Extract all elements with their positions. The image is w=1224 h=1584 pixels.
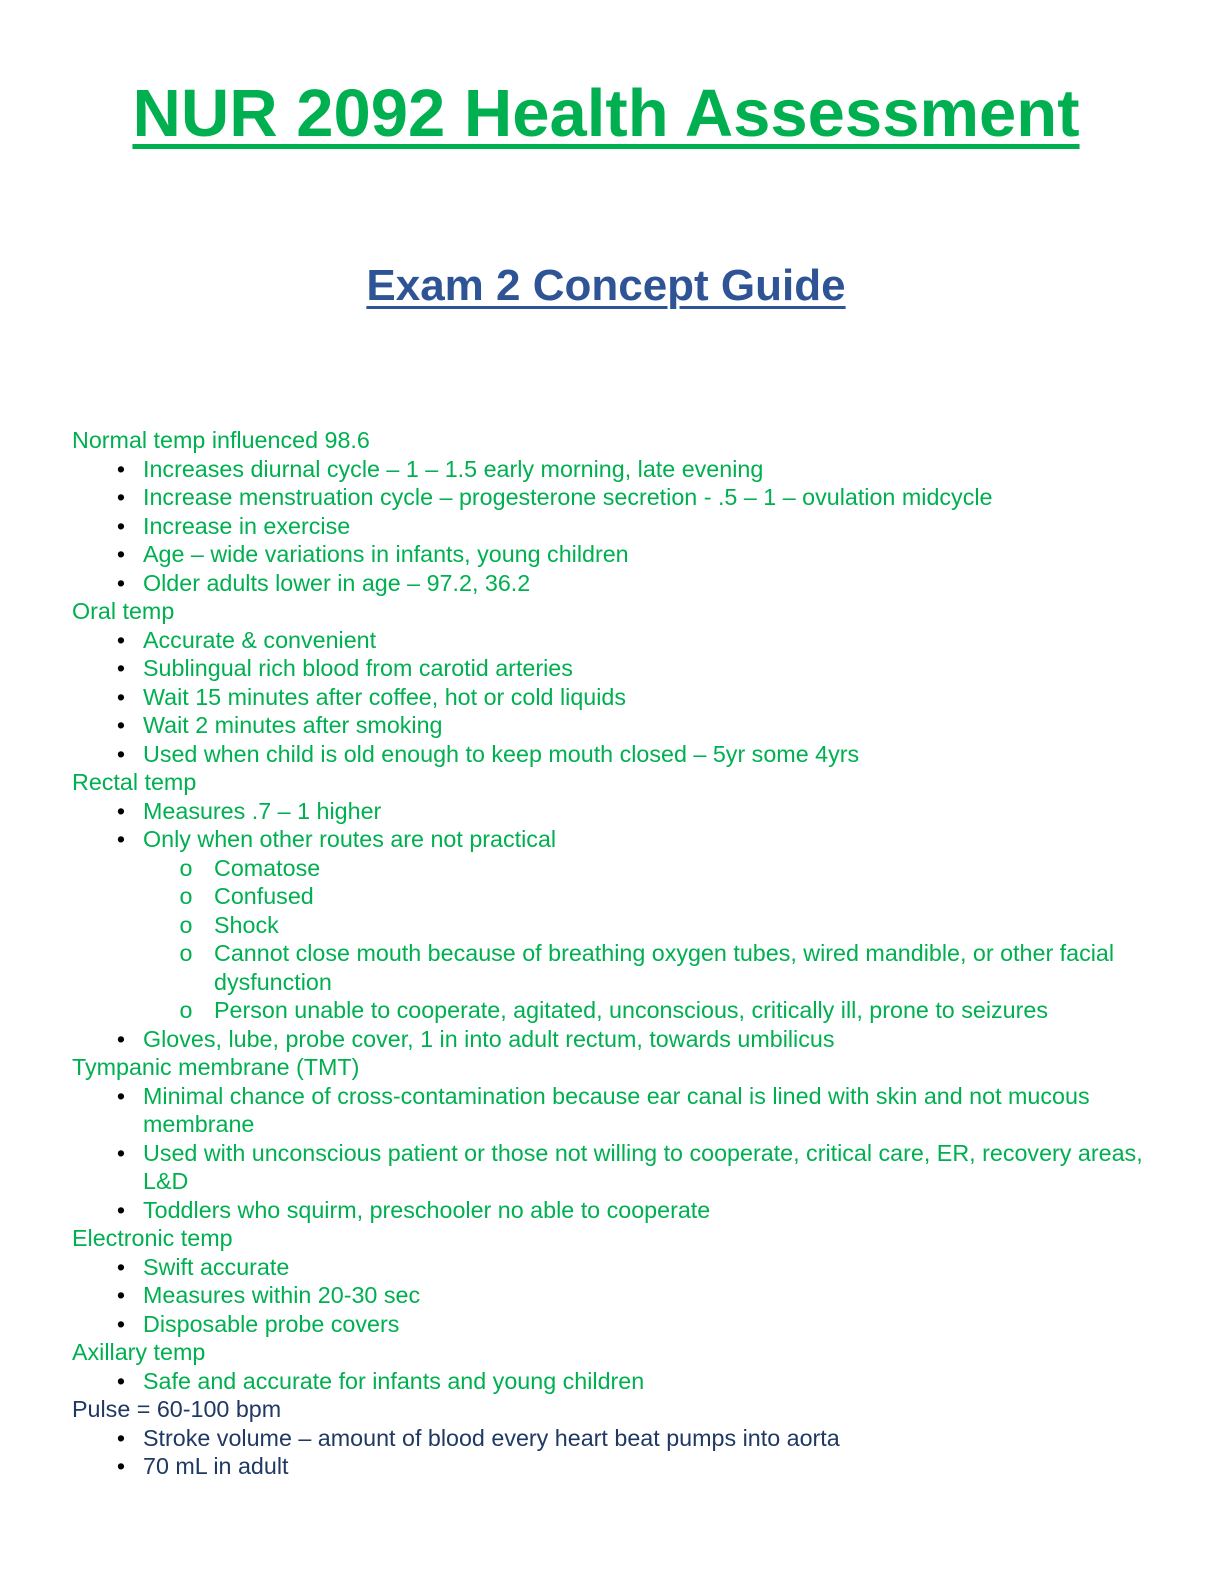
pulse-list bbox=[72, 1424, 1152, 1481]
section-heading-electronic-temp: Electronic temp bbox=[72, 1225, 233, 1251]
list-item: • Only when other routes are not practical bbox=[72, 825, 1152, 854]
list-item: • Disposable probe covers bbox=[72, 1310, 1152, 1339]
circle-bullet-icon: o bbox=[179, 911, 193, 938]
bullet-icon: • bbox=[116, 1282, 126, 1308]
list-item: • Wait 2 minutes after smoking bbox=[72, 711, 1152, 740]
bullet-icon: • bbox=[116, 1025, 126, 1052]
list-item: • Sublingual rich blood from carotid arteries bbox=[72, 654, 1152, 683]
section-heading-normal-temp: Normal temp influenced 98.6 bbox=[72, 427, 370, 453]
bullet-icon: • bbox=[116, 1082, 126, 1109]
bullet-icon: • bbox=[116, 541, 126, 567]
list-item: • Toddlers who squirm, preschooler no able to cooperate bbox=[72, 1196, 1152, 1225]
notes-body bbox=[72, 426, 1152, 1481]
sub-list-item: o Comatose bbox=[72, 854, 1152, 883]
circle-bullet-icon: o bbox=[179, 997, 193, 1023]
bullet-icon: • bbox=[116, 1139, 126, 1166]
section-heading-oral-temp: Oral temp bbox=[72, 598, 175, 624]
document-subtitle: Exam 2 Concept Guide bbox=[366, 261, 846, 310]
list-item: • Used when child is old enough to keep mouth closed – 5yr some 4yrs bbox=[72, 740, 1152, 769]
section-heading-rectal-temp: Rectal temp bbox=[72, 769, 197, 795]
oral-temp-list bbox=[72, 626, 1152, 769]
list-item: • Stroke volume – amount of blood every heart beat pumps into aorta bbox=[72, 1424, 1152, 1453]
list-item: • Minimal chance of cross-contamination because ear canal is lined with skin and not mucous membrane bbox=[72, 1082, 1152, 1139]
bullet-icon: • bbox=[116, 740, 126, 767]
sub-list-item: o Cannot close mouth because of breathing oxygen tubes, wired mandible, or other facial dysfunction bbox=[72, 939, 1152, 996]
list-item: • Older adults lower in age – 97.2, 36.2 bbox=[72, 569, 1152, 598]
bullet-icon: • bbox=[116, 512, 126, 539]
list-item: • Increase menstruation cycle – progesterone secretion - .5 – 1 – ovulation midcycle bbox=[72, 483, 1152, 512]
bullet-icon: • bbox=[116, 1367, 126, 1394]
list-item: • Measures within 20-30 sec bbox=[72, 1281, 1152, 1310]
list-item: • Increases diurnal cycle – 1 – 1.5 early morning, late evening bbox=[72, 455, 1152, 484]
list-item: • Age – wide variations in infants, young children bbox=[72, 540, 1152, 569]
circle-bullet-icon: o bbox=[179, 883, 193, 909]
bullet-icon: • bbox=[116, 455, 126, 482]
bullet-icon: • bbox=[116, 1424, 126, 1451]
section-heading-pulse: Pulse = 60-100 bpm bbox=[72, 1396, 282, 1422]
list-item: • Swift accurate bbox=[72, 1253, 1152, 1282]
bullet-icon: • bbox=[116, 484, 126, 510]
circle-bullet-icon: o bbox=[179, 940, 193, 966]
rectal-temp-list bbox=[72, 797, 1152, 854]
bullet-icon: • bbox=[116, 1453, 126, 1479]
list-item: • Accurate & convenient bbox=[72, 626, 1152, 655]
sub-list-item: o Shock bbox=[72, 911, 1152, 940]
bullet-icon: • bbox=[116, 655, 126, 681]
bullet-icon: • bbox=[116, 683, 126, 710]
normal-temp-list bbox=[72, 455, 1152, 598]
bullet-icon: • bbox=[116, 826, 126, 852]
list-item: • Measures .7 – 1 higher bbox=[72, 797, 1152, 826]
axillary-temp-list bbox=[72, 1367, 1152, 1396]
bullet-icon: • bbox=[116, 797, 126, 824]
bullet-icon: • bbox=[116, 712, 126, 738]
list-item: • Gloves, lube, probe cover, 1 in into adult rectum, towards umbilicus bbox=[72, 1025, 1152, 1054]
sub-list-item: o Confused bbox=[72, 882, 1152, 911]
list-item: • Safe and accurate for infants and young children bbox=[72, 1367, 1152, 1396]
bullet-icon: • bbox=[116, 1196, 126, 1223]
section-heading-tympanic: Tympanic membrane (TMT) bbox=[72, 1054, 360, 1080]
document-title: NUR 2092 Health Assessment bbox=[132, 76, 1080, 151]
list-item: • 70 mL in adult bbox=[72, 1452, 1152, 1481]
tympanic-list bbox=[72, 1082, 1152, 1225]
sub-list-item: o Person unable to cooperate, agitated, unconscious, critically ill, prone to seizures bbox=[72, 996, 1152, 1025]
list-item: • Wait 15 minutes after coffee, hot or cold liquids bbox=[72, 683, 1152, 712]
circle-bullet-icon: o bbox=[179, 854, 193, 881]
rectal-temp-list-cont bbox=[72, 1025, 1152, 1054]
list-item: • Increase in exercise bbox=[72, 512, 1152, 541]
bullet-icon: • bbox=[116, 1253, 126, 1280]
bullet-icon: • bbox=[116, 569, 126, 596]
electronic-temp-list bbox=[72, 1253, 1152, 1339]
section-heading-axillary-temp: Axillary temp bbox=[72, 1339, 206, 1365]
list-item: • Used with unconscious patient or those not willing to cooperate, critical care, ER, recovery areas, L&D bbox=[72, 1139, 1152, 1196]
rectal-temp-sublist bbox=[72, 854, 1152, 1025]
bullet-icon: • bbox=[116, 626, 126, 653]
bullet-icon: • bbox=[116, 1310, 126, 1337]
